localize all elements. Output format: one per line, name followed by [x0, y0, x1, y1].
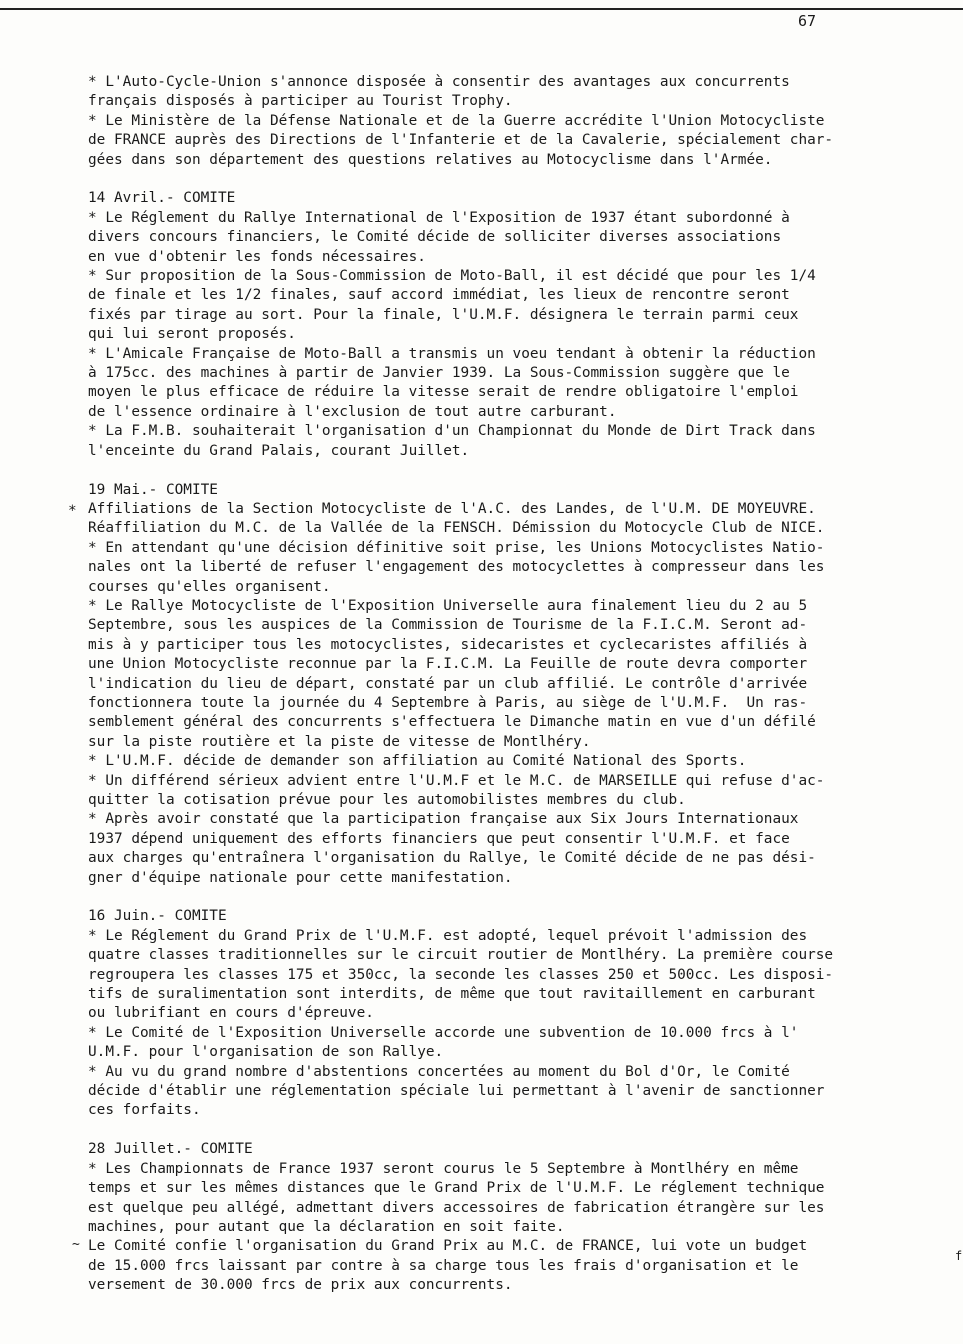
paragraph: * Le Réglement du Grand Prix de l'U.M.F. est adopté, lequel prévoit l'admission des quatre classes traditionnelles sur le circuit routier de Montlhéry. La première course regroupera les classes 175 et 350cc, la seconde les classes 250 et 500cc. Les disposi- tifs de suralimentation sont interdits, de même que tout ravitaillement en carburant ou lubrifiant en cours d'épreuve. [88, 927, 834, 1022]
margin-tick-mark: ~ [72, 1237, 80, 1252]
edge-mark: f [955, 1249, 963, 1263]
paragraph: * Un différend sérieux advient entre l'U.M.F et le M.C. de MARSEILLE qui refuse d'ac- quitter la cotisation prévue pour les automobilistes membres du club. [88, 772, 825, 808]
paragraph: * Le Ministère de la Défense Nationale et de la Guerre accrédite l'Union Motocycliste de FRANCE auprès des Directions de l'Infanterie et de la Cavalerie, spécialement char- gées dans son département des questions relatives au Motocyclisme dans l'Armée. [88, 112, 834, 168]
section-heading: 14 Avril.- COMITE [88, 190, 236, 207]
paragraph: Le Comité confie l'organisation du Grand Prix au M.C. de FRANCE, lui vote un budget de 15.000 frcs laissant par contre à sa charge tous les frais d'organisation et le versement de 30.000 frcs de prix aux concurrents. [88, 1238, 808, 1294]
paragraph: * L'Amicale Française de Moto-Ball a transmis un voeu tendant à obtenir la réduction à 175cc. des machines à partir de Janvier 1939. La Sous-Commission suggère que le moyen le plus efficace de réduire la vitesse serait de rendre obligatoire l'emploi de l'essence ordinaire à l'exclusion de tout autre carburant. [88, 345, 816, 420]
page-number: 67 [798, 12, 817, 30]
paragraph: * Les Championnats de France 1937 seront courus le 5 Septembre à Montlhéry en même temps et sur les mêmes distances que le Grand Prix de l'U.M.F. Le réglement technique est quelque peu allégé, admettant divers accessoires de fabrication étrangère sur les machines, pour autant que la déclaration en soit faite. [88, 1160, 825, 1235]
paragraph: Affiliations de la Section Motocycliste de l'A.C. des Landes, de l'U.M. DE MOYEUVRE. Réaffiliation du M.C. de la Vallée de la FENSCH. Démission du Motocycle Club de NICE. [88, 500, 825, 537]
paragraph: * Au vu du grand nombre d'abstentions concertées au moment du Bol d'Or, le Comité décide d'établir une réglementation spéciale lui permettant à l'avenir de sanctionner ces forfaits. [88, 1063, 825, 1119]
section-heading: 28 Juillet.- COMITE [88, 1141, 253, 1158]
paragraph: * Sur proposition de la Sous-Commission de Moto-Ball, il est décidé que pour les 1/4 de finale et les 1/2 finales, sauf accord immédiat, les lieux de rencontre seront fixés par tirage au sort. Pour la finale, l'U.M.F. désignera le terrain parmi ceux qui lui seront proposés. [88, 268, 816, 343]
paragraph: * Le Rallye Motocycliste de l'Exposition Universelle aura finalement lieu du 2 au 5 Septembre, sous les auspices de la Commission de Tourisme de la F.I.C.M. Seront ad- mis à y participer tous les motocyclistes, sidecaristes et cyclecaristes affiliés à une Union Motocycliste reconnue par la F.I.C.M. La Feuille de route devra comporter l'indication du lieu de départ, constaté par un club affilié. Le contrôle d'arrivée fonctionnera toute la journée du 4 Septembre à Paris, au siège de l'U.M.F. Un ras- semblement général des concurrents s'effectuera le Dimanche matin en vue d'un défilé sur la piste routière et la piste de vitesse de Montlhéry. [88, 597, 816, 750]
paragraph: * En attendant qu'une décision définitive soit prise, les Unions Motocyclistes Natio- nales ont la liberté de refuser l'engagement des motocyclettes à compresseur dans les courses qu'elles organisent. [88, 539, 825, 595]
top-rule [0, 8, 963, 10]
paragraph: * Après avoir constaté que la participation française aux Six Jours Internationaux 1937 dépend uniquement des efforts financiers que peut consentir l'U.M.F. et face aux charges qu'entraînera l'organisation du Rallye, le Comité décide de ne pas dési- gner d'équipe nationale pour cette manifestation. [88, 811, 816, 886]
paragraph: * Le Comité de l'Exposition Universelle accorde une subvention de 10.000 frcs à l' U.M.F. pour l'organisation de son Rallye. [88, 1024, 799, 1061]
paragraph: * L'U.M.F. décide de demander son affiliation au Comité National des Sports. [88, 753, 747, 770]
paragraph: * L'Auto-Cycle-Union s'annonce disposée à consentir des avantages aux concurrents français disposés à participer au Tourist Trophy. [88, 74, 790, 110]
margin-star-mark: * [68, 503, 77, 519]
paragraph: * Le Réglement du Rallye International de l'Exposition de 1937 étant subordonné à divers concours financiers, le Comité décide de solliciter diverses associations en vue d'obtenir les fonds nécessaires. [88, 209, 790, 265]
section-heading: 16 Juin.- COMITE [88, 908, 227, 925]
section-heading: 19 Mai.- COMITE [88, 481, 218, 498]
paragraph: * La F.M.B. souhaiterait l'organisation d'un Championnat du Monde de Dirt Track dans l'enceinte du Grand Palais, courant Juillet. [88, 423, 816, 459]
document-body [88, 73, 920, 1296]
